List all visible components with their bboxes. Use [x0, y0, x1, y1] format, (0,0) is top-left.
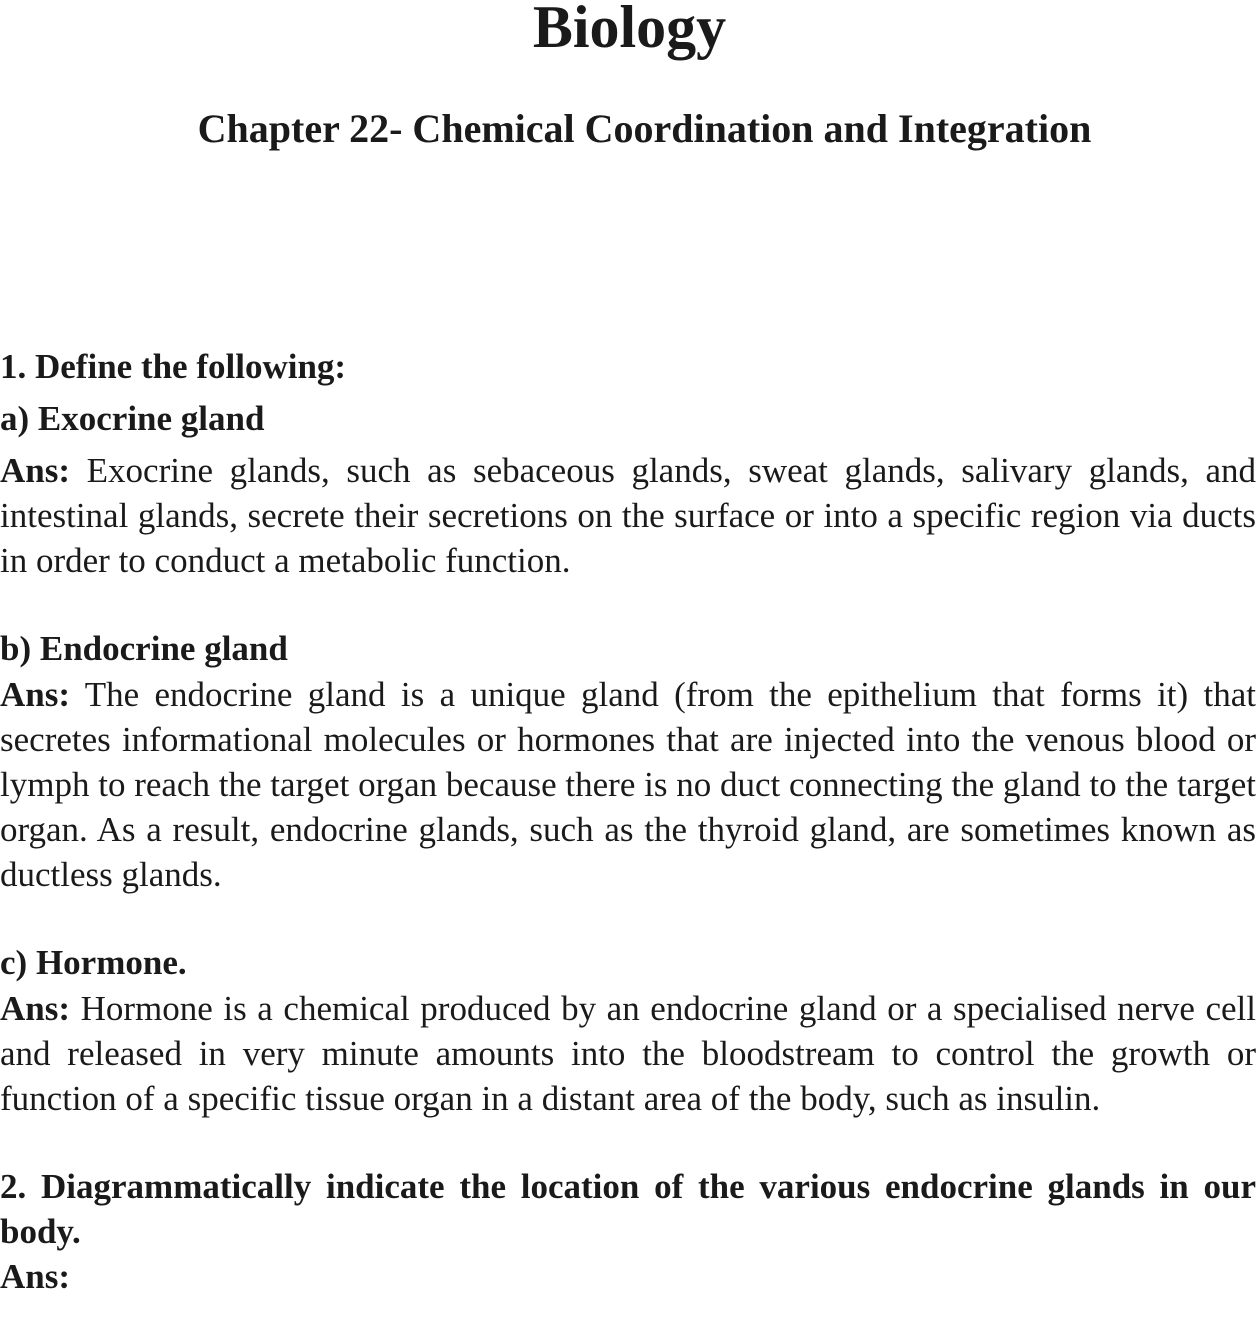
question-2-title: 2. Diagrammatically indicate the location of the various endocrine glands in our body. [0, 1167, 1256, 1251]
answer-text: The endocrine gland is a unique gland (from the epithelium that forms it) that secretes informational molecules or hormones that are injected into the venous blood or lymph to reach the target organ because there is no duct connecting the gland to the target organ. As a result, endocrine glands, such as the thyroid gland, are sometimes known as ductless glands. [0, 675, 1256, 894]
answer-label: Ans: [0, 989, 71, 1028]
question-1b-title: b) Endocrine gland [0, 629, 288, 668]
question-1a [0, 396, 1256, 583]
question-1a-answer [0, 448, 1256, 583]
question-1c-answer [0, 986, 1256, 1121]
question-2 [0, 1164, 1256, 1299]
question-1-title: 1. Define the following: [0, 347, 347, 386]
answer-text: Exocrine glands, such as sebaceous glands, sweat glands, salivary glands, and intestinal glands, secrete their secretions on the surface or into a specific region via ducts in order to conduct a metabolic function. [0, 451, 1257, 580]
answer-text: Hormone is a chemical produced by an endocrine gland or a specialised nerve cell and released in very minute amounts into the bloodstream to control the growth or function of a specific tissue organ in a distant area of the body, such as insulin. [0, 989, 1256, 1118]
question-1a-title: a) Exocrine gland [0, 399, 265, 438]
question-1c-title: c) Hormone. [0, 943, 187, 982]
chapter-title: Chapter 22- Chemical Coordination and Integration [197, 106, 1092, 151]
question-1c [0, 940, 1256, 1121]
question-1b [0, 626, 1256, 897]
document-content [0, 344, 1256, 1299]
question-2-answer-label: Ans: [0, 1257, 71, 1296]
subject-title: Biology [532, 0, 727, 60]
question-1b-answer [0, 672, 1256, 897]
answer-label: Ans: [0, 451, 71, 490]
answer-label: Ans: [0, 675, 71, 714]
